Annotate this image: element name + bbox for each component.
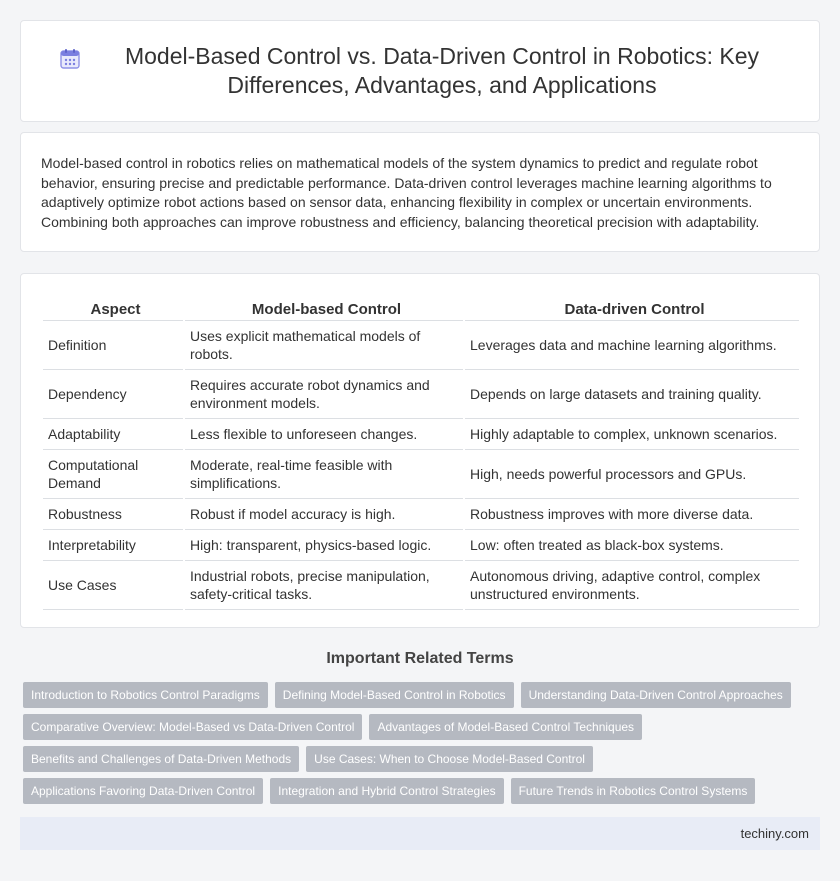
table-row (43, 419, 799, 450)
cell-aspect: Use Cases (43, 561, 183, 610)
table-row (43, 370, 799, 419)
cell-aspect: Computational Demand (43, 450, 183, 499)
table-row (43, 499, 799, 530)
footer-site-link[interactable]: techiny.com (740, 826, 809, 841)
footer (20, 817, 820, 850)
cell-aspect: Interpretability (43, 530, 183, 561)
tag-row (23, 714, 823, 740)
cell-aspect: Robustness (43, 499, 183, 530)
cell-data-driven: Low: often treated as black-box systems. (465, 530, 799, 561)
title-wrap (28, 42, 812, 100)
table-row (43, 321, 799, 370)
cell-model-based: Requires accurate robot dynamics and environment models. (185, 370, 463, 419)
related-terms-tags (23, 682, 823, 810)
calendar-icon (58, 47, 82, 71)
related-term-tag[interactable]: Introduction to Robotics Control Paradigms (23, 682, 268, 708)
header-aspect: Aspect (43, 296, 183, 321)
comparison-table-card (20, 273, 820, 628)
related-term-tag[interactable]: Advantages of Model-Based Control Techniques (369, 714, 642, 740)
page-title: Model-Based Control vs. Data-Driven Control in Robotics: Key Differences, Advantages, and Applications (124, 43, 760, 98)
table-row (43, 450, 799, 499)
header-model-based: Model-based Control (185, 296, 463, 321)
related-term-tag[interactable]: Applications Favoring Data-Driven Control (23, 778, 263, 804)
cell-data-driven: Robustness improves with more diverse data. (465, 499, 799, 530)
cell-aspect: Adaptability (43, 419, 183, 450)
cell-aspect: Definition (43, 321, 183, 370)
comparison-table (43, 296, 799, 610)
related-term-tag[interactable]: Integration and Hybrid Control Strategies (270, 778, 503, 804)
related-term-tag[interactable]: Future Trends in Robotics Control Systems (511, 778, 756, 804)
table-row (43, 530, 799, 561)
table-header-row (43, 296, 799, 321)
related-term-tag[interactable]: Benefits and Challenges of Data-Driven Methods (23, 746, 299, 772)
cell-model-based: High: transparent, physics-based logic. (185, 530, 463, 561)
cell-data-driven: Leverages data and machine learning algorithms. (465, 321, 799, 370)
tag-row (23, 746, 823, 772)
cell-model-based: Uses explicit mathematical models of robots. (185, 321, 463, 370)
tag-row (23, 778, 823, 804)
cell-data-driven: Highly adaptable to complex, unknown scenarios. (465, 419, 799, 450)
title-card (20, 20, 820, 122)
related-term-tag[interactable]: Defining Model-Based Control in Robotics (275, 682, 514, 708)
related-term-tag[interactable]: Use Cases: When to Choose Model-Based Control (306, 746, 593, 772)
cell-model-based: Moderate, real-time feasible with simplifications. (185, 450, 463, 499)
cell-model-based: Less flexible to unforeseen changes. (185, 419, 463, 450)
intro-card (20, 132, 820, 252)
intro-paragraph: Model-based control in robotics relies on mathematical models of the system dynamics to predict and regulate robot behavior, ensuring precise and predictable performance. Data-driven control leverages machine learning algorithms to adaptively optimize robot actions based on sensor data, enhancing flexibility in complex or uncertain environments. Combining both approaches can improve robustness and efficiency, balancing theoretical precision with adaptability. (41, 155, 772, 230)
cell-data-driven: Autonomous driving, adaptive control, complex unstructured environments. (465, 561, 799, 610)
cell-model-based: Robust if model accuracy is high. (185, 499, 463, 530)
cell-model-based: Industrial robots, precise manipulation, safety-critical tasks. (185, 561, 463, 610)
related-term-tag[interactable]: Comparative Overview: Model-Based vs Data-Driven Control (23, 714, 362, 740)
tag-row (23, 682, 823, 708)
cell-data-driven: High, needs powerful processors and GPUs. (465, 450, 799, 499)
header-data-driven: Data-driven Control (465, 296, 799, 321)
related-terms-title: Important Related Terms (326, 650, 514, 667)
cell-data-driven: Depends on large datasets and training quality. (465, 370, 799, 419)
related-term-tag[interactable]: Understanding Data-Driven Control Approaches (521, 682, 791, 708)
cell-aspect: Dependency (43, 370, 183, 419)
table-row (43, 561, 799, 610)
